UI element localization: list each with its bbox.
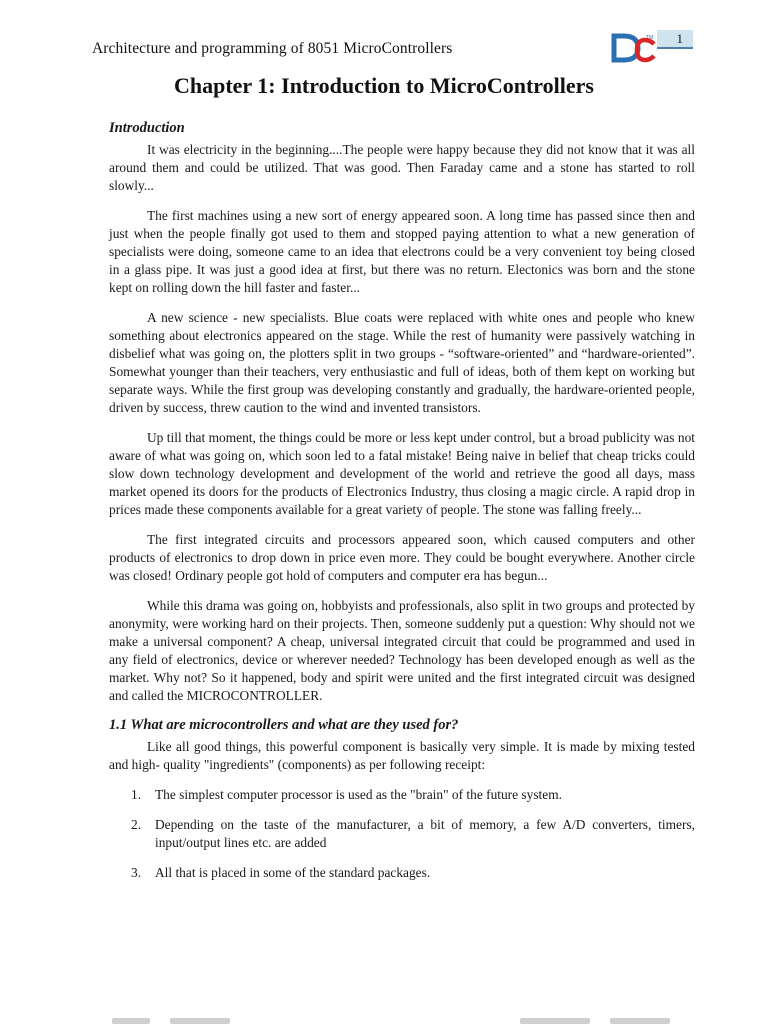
- list-text: All that is placed in some of the standard packages.: [155, 865, 431, 880]
- list-item: [109, 864, 695, 882]
- list-number: 2.: [131, 817, 142, 832]
- list-text: The simplest computer processor is used as the "brain" of the future system.: [155, 787, 562, 802]
- section-paragraph: Like all good things, this powerful component is basically very simple. It is made by mixing tested and high- quality "ingredients" (components) as per following receipt:: [109, 739, 695, 772]
- ingredients-list: [109, 786, 695, 882]
- text-fragment: [112, 1018, 150, 1024]
- intro-heading: Introduction: [109, 120, 185, 136]
- intro-paragraph-1: It was electricity in the beginning....The people were happy because they did not know that it was all around them and could be utilized. That was good. Then Faraday came and a stone has started to roll slowly...: [109, 142, 695, 193]
- section-heading-1-1: 1.1 What are microcontrollers and what are they used for?: [109, 717, 459, 733]
- svg-text:TM: TM: [646, 35, 654, 41]
- list-number: 1.: [131, 787, 142, 802]
- body-content: [109, 118, 695, 894]
- text-fragment: [520, 1018, 590, 1024]
- intro-paragraph-2: The first machines using a new sort of energy appeared soon. A long time has passed since then and just when the people finally got used to them and stopped paying attention to what a new generation of specialists were doing, someone came to an idea that electrons could be a very convenient toy being closed in a glass pipe. It was just a good idea at first, but there was no return. Electonics was born and the stone kept on rolling down the hill faster and faster...: [109, 208, 695, 295]
- text-fragment: [170, 1018, 230, 1024]
- intro-paragraph-4: Up till that moment, the things could be more or less kept under control, but a broad publicity was not aware of what was going on, which soon led to a fatal mistake! Being naive in belief that cheap tricks could slow down technology development and development of the world and retrieve the good all days, mass market opened its doors for the products of Electronics Industry, thus closing a magic circle. A rapid drop in prices made these components available for a great variety of people. The stone was falling freely...: [109, 430, 695, 517]
- chapter-title: Chapter 1: Introduction to MicroControllers: [173, 73, 594, 98]
- list-item: [109, 786, 695, 804]
- list-text: Depending on the taste of the manufacturer, a bit of memory, a few A/D converters, timers, input/output lines etc. are added: [155, 817, 695, 850]
- intro-paragraph-6: While this drama was going on, hobbyists and professionals, also split in two groups and protected by anonymity, were working hard on their projects. Then, someone suddenly put a question: Why should not we make a universal component? A cheap, universal integrated circuit that could be programmed and used in any field of electronics, device or wherever needed? Technology has been developed enough as well as the market. Why not? So it happened, body and spirit were united and the first integrated circuit was designed and called the MICROCONTROLLER.: [109, 598, 695, 703]
- publisher-logo: [610, 30, 658, 64]
- list-number: 3.: [131, 865, 142, 880]
- intro-paragraph-5: The first integrated circuits and processors appeared soon, which caused computers and other products of electronics to drop down in price even more. They could be bought everywhere. Another circle was closed! Ordinary people got hold of computers and computer era has begun...: [109, 532, 695, 583]
- intro-paragraph-3: A new science - new specialists. Blue coats were replaced with white ones and people who knew something about electronics appeared on the stage. While the rest of humanity were passively watching in disbelief what was going on, the plotters split in two groups - “software-oriented” and “hardware-oriented”. Somewhat younger than their teachers, very enthusiastic and full of ideas, both of them kept on working but separate ways. While the first group was developing constantly and gradually, the hardware-oriented people, driven by success, threw caution to the wind and invented transistors.: [109, 310, 695, 415]
- header-title: Architecture and programming of 8051 MicroControllers: [92, 40, 453, 57]
- list-item: [109, 816, 695, 852]
- page-header: [92, 31, 692, 62]
- text-fragment: [610, 1018, 670, 1024]
- page-number: 1: [657, 30, 693, 49]
- cut-off-text-line: [0, 1008, 768, 1024]
